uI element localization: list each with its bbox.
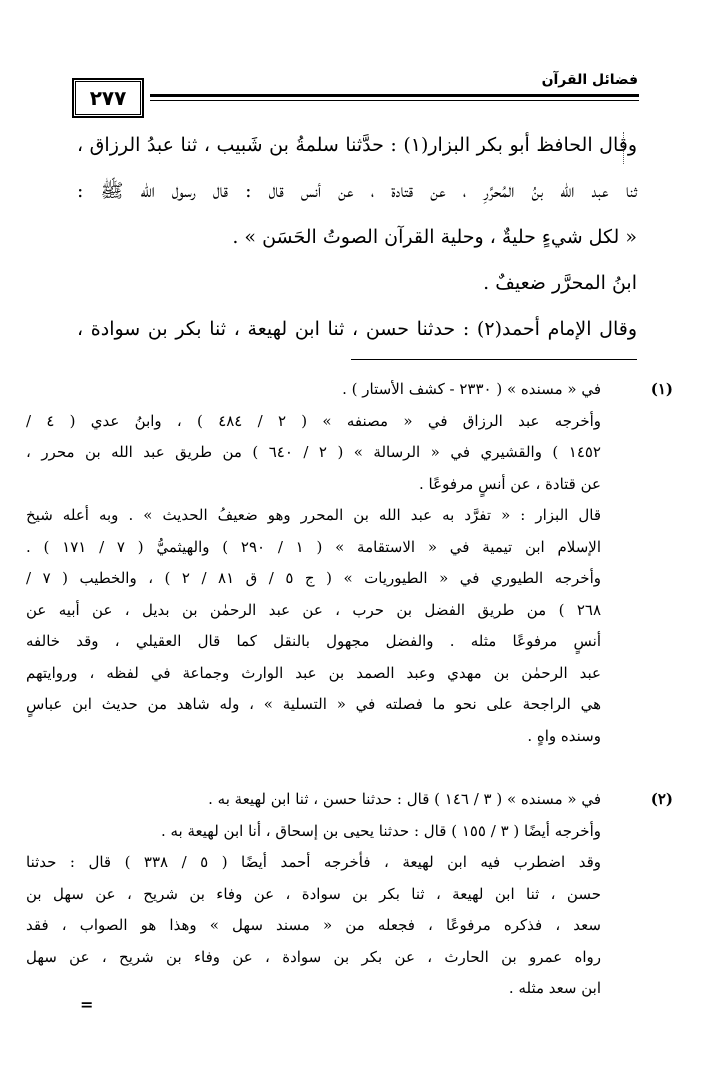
footnote-line: الإسلام ابن تيمية في « الاستقامة » ( ١ / ٢٩٠ ) والهيثميُّ ( ٧ / ١٧١ ) . bbox=[26, 537, 602, 556]
footnote-line: عن قتادة ، عن أنسٍ مرفوعًا . bbox=[419, 474, 601, 493]
footnote-body bbox=[26, 374, 602, 752]
footnote-line: أنسٍ مرفوعًا مثله . والفضل مجهول بالنقل كما قال العقيلي ، وقد خالفه bbox=[26, 632, 601, 650]
main-line: وقال الحافظ أبو بكر البزار(١) : حدَّثنا سلمةُ بن شَبيب ، ثنا عبدُ الرزاق ، bbox=[77, 134, 638, 156]
running-header-title: فضائل القرآن bbox=[541, 72, 638, 88]
footnote-number: (١) bbox=[650, 380, 673, 398]
footnote-line: وأخرجه أيضًا ( ٣ / ١٥٥ ) قال : حدثنا يحيى بن إسحاق ، أنا ابن لهيعة به . bbox=[160, 821, 601, 840]
main-line: وقال الإمام أحمد(٢) : حدثنا حسن ، ثنا ابن لهيعة ، ثنا بكر بن سوادة ، bbox=[77, 318, 637, 340]
main-line: ثنا عبد الله بنُ المُحرَّرِ ، عن قتادة ، عن أنس قال : قال رسول الله ﷺ : bbox=[77, 180, 637, 202]
footnote-line: سعد ، فذكره مرفوعًا ، فجعله من « مسند سهل » وهذا هو الصواب ، فقد bbox=[26, 916, 601, 934]
header-rule-thin bbox=[150, 100, 639, 101]
footnote-line: ابن سعد مثله . bbox=[508, 979, 601, 997]
footnote-line: ١٤٥٢ ) والقشيري في « الرسالة » ( ٢ / ٦٤٠ ) من طريق عبد الله بن محرر ، bbox=[26, 443, 601, 461]
main-line: « لكل شيءٍ حليةٌ ، وحلية القرآن الصوتُ الحَسَن » . bbox=[232, 226, 637, 248]
footnote-line: وأخرجه عبد الرزاق في « مصنفه » ( ٢ / ٤٨٤ ) ، وابنُ عدي ( ٤ / bbox=[26, 411, 602, 430]
footnote-2 bbox=[26, 784, 673, 1005]
header-rule-thick bbox=[150, 94, 639, 97]
footnote-line: وقد اضطرب فيه ابن لهيعة ، فأخرجه أحمد أيضًا ( ٥ / ٣٣٨ ) قال : حدثنا bbox=[26, 853, 601, 871]
footnote-line: وسنده واهٍ . bbox=[527, 726, 601, 745]
main-line: ابنُ المحرَّر ضعيفٌ . bbox=[483, 272, 637, 294]
footnote-line: ٢٦٨ ) من طريق الفضل بن حرب ، عن عبد الرحمٰن بن بديل ، عن أبيه عن bbox=[26, 600, 601, 619]
main-text bbox=[77, 122, 637, 352]
footnote-divider bbox=[351, 359, 637, 360]
footnote-line: في « مسنده » ( ٣ / ١٤٦ ) قال : حدثنا حسن ، ثنا ابن لهيعة به . bbox=[208, 790, 601, 808]
page-number: ٢٧٧ bbox=[89, 86, 127, 110]
footnote-number: (٢) bbox=[650, 790, 673, 808]
footnote-line: هي الراجحة على نحو ما فصلته في « التسلية » ، وله شاهد من حديث ابن عباسٍ bbox=[26, 695, 601, 713]
footnote-line: عبد الرحمٰن بن مهدي وعبد الصمد بن عبد الوارث وجماعة في لفظه ، وروايتهم bbox=[26, 663, 601, 682]
footnote-line: وأخرجه الطيوري في « الطيوريات » ( ج ٥ / ق ٨١ / ٢ ) ، والخطيب ( ٧ / bbox=[26, 569, 601, 587]
footnote-line: قال البزار : « تفرَّد به عبد الله بن المحرر وهو ضعيفُ الحديث » . وبه أعله شيخ bbox=[26, 506, 601, 524]
footnote-1 bbox=[26, 374, 673, 752]
footnote-line: رواه عمرو بن الحارث ، عن بكر بن سوادة ، عن وفاء بن شريح ، عن سهل bbox=[26, 947, 601, 966]
page-number-box bbox=[72, 78, 144, 118]
footnote-body bbox=[26, 784, 601, 1005]
continuation-mark: = bbox=[80, 995, 94, 1014]
footnote-line: في « مسنده » ( ٢٣٣٠ - كشف الأستار ) . bbox=[342, 380, 601, 398]
footnote-line: حسن ، ثنا ابن لهيعة ، ثنا بكر بن سوادة ، عن وفاء بن شريح ، عن سهل بن bbox=[26, 884, 601, 903]
